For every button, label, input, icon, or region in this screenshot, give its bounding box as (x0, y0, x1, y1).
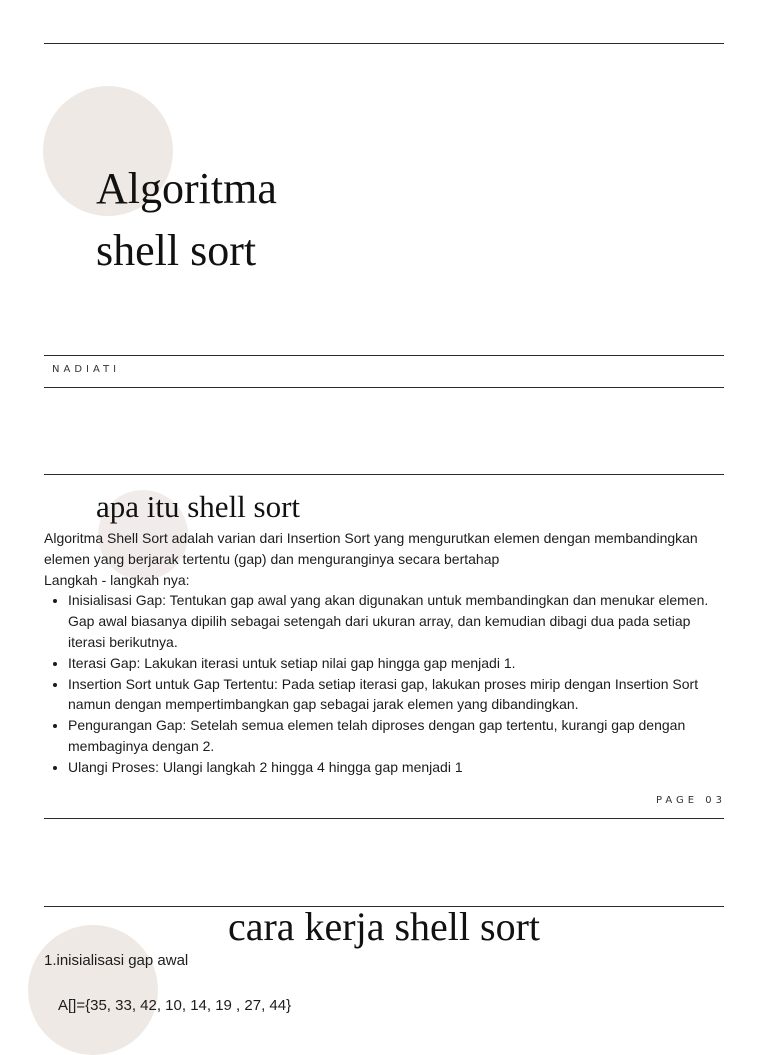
section-body (44, 528, 724, 778)
section-heading-cara-kerja: cara kerja shell sort (227, 904, 541, 949)
title-line-2: shell sort (96, 226, 257, 275)
page-number: PAGE 03 (655, 795, 726, 806)
steps-intro: Langkah - langkah nya: (44, 571, 190, 588)
divider-section1-bottom (44, 818, 724, 819)
divider-author-bottom (44, 387, 724, 388)
divider-top (44, 43, 724, 44)
list-item: • Iterasi Gap: Lakukan iterasi untuk setiap nilai gap hingga gap menjadi 1. (68, 653, 724, 674)
list-item: • Inisialisasi Gap: Tentukan gap awal yang akan digunakan untuk membandingkan dan menukar elemen. Gap awal biasanya dipilih sebagai setengah dari ukuran array, dan kemudian dibagi dua pada setiap iterasi berikutnya. (68, 590, 724, 652)
list-item: • Pengurangan Gap: Setelah semua elemen telah diproses dengan gap tertentu, kurangi gap dengan membaginya dengan 2. (68, 715, 724, 757)
list-item: • Ulangi Proses: Ulangi langkah 2 hingga 4 hingga gap menjadi 1 (68, 757, 724, 778)
array-example: A[]={35, 33, 42, 10, 14, 19 , 27, 44} (58, 997, 292, 1014)
divider-section1-top (44, 474, 724, 475)
title-line-1: Algoritma (96, 164, 277, 213)
intro-paragraph: Algoritma Shell Sort adalah varian dari Insertion Sort yang mengurutkan elemen dengan membandingkan elemen yang berjarak tertentu (gap) dan menguranginya secara bertahap (44, 530, 698, 567)
list-item: • Insertion Sort untuk Gap Tertentu: Pada setiap iterasi gap, lakukan proses mirip dengan Insertion Sort namun dengan mempertimbangkan gap sebagai jarak elemen yang dibandingkan. (68, 674, 724, 716)
steps-list (44, 590, 724, 777)
step-label: 1.inisialisasi gap awal (44, 952, 189, 969)
page-title (96, 158, 277, 282)
section-heading-apa-itu: apa itu shell sort (96, 489, 301, 524)
author-name: NADIATI (52, 364, 121, 375)
divider-author-top (44, 355, 724, 356)
